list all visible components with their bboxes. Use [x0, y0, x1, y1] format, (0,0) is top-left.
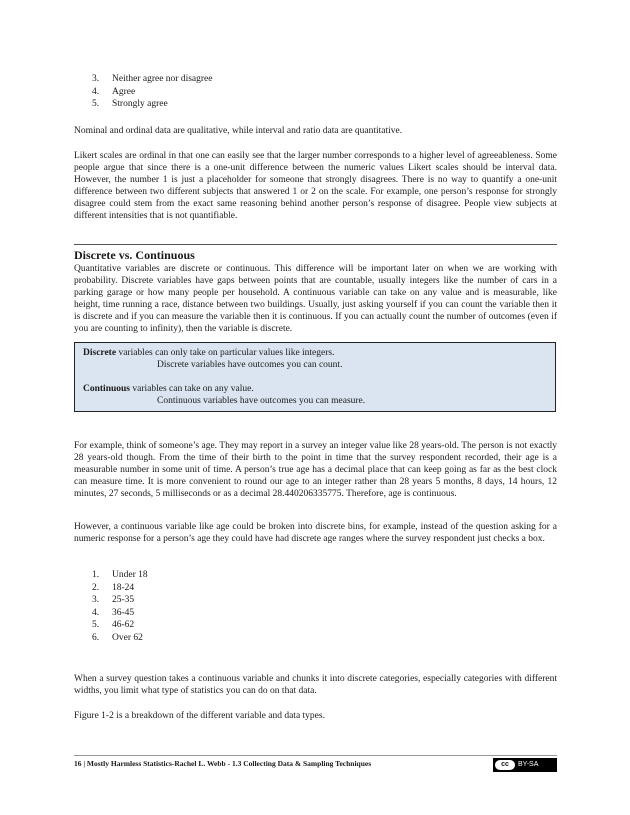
- list-item: 2. 18-24: [92, 582, 135, 593]
- section-heading: Discrete vs. Continuous: [74, 244, 557, 263]
- definition-box: [74, 342, 556, 412]
- paragraph-age: For example, think of someone’s age. They may report in a survey an integer value like 28 years-old. The person is not exactly 28 years-old though. From the time of their birth to the point in time that the survey respondent recorded, their age is a measurable number in some unit of time. A person’s true age has a decimal place that can keep going as far as the best clock can measure time. It is more convenient to round our age to an integer rather than 28 years 5 months, 8 days, 14 hours, 12 minutes, 27 seconds, 5 milliseconds or as a decimal 28.440206335775. Therefore, age is continuous.: [74, 441, 557, 499]
- continuous-definition: Continuous variables can take on any value.: [83, 384, 254, 394]
- list-item: 4. 36-45: [92, 607, 135, 618]
- paragraph-bins: However, a continuous variable like age could be broken into discrete bins, for example, instead of the question asking for a numeric response for a person’s age they could have had discrete age ranges where the survey respondent just checks a box.: [74, 522, 557, 544]
- paragraph-likert: Likert scales are ordinal in that one can easily see that the larger number corresponds to a higher level of agreeableness. Some people argue that since there is a one-unit difference between the numeric values Likert scales should be interval data. However, the number 1 is just a placeholder for someone that strongly disagrees. There is no way to quantify a one-unit difference between two different subjects that answered 1 or 2 on the scale. For example, one person’s response for strongly disagree could stem from the exact same reasoning behind another person’s response of disagree. People view subjects at different intensities that is not quantifiable.: [74, 151, 557, 221]
- continuous-subtext: Continuous variables have outcomes you can measure.: [157, 396, 366, 406]
- footer-text: 16 | Mostly Harmless Statistics-Rachel L. Webb - 1.3 Collecting Data & Sampling Techniques: [74, 759, 372, 768]
- list-item: 1. Under 18: [92, 570, 148, 580]
- list-item: 5. Strongly agree: [92, 99, 168, 110]
- cc-icon: cc: [495, 760, 515, 770]
- list-item: 3. Neither agree nor disagree: [92, 74, 213, 84]
- paragraph-quantitative: Quantitative variables are discrete or continuous. This difference will be important later on when we are working with probability. Discrete variables have gaps between points that are countable, usually integers like the number of cars in a parking garage or how many people per household. A continuous variable can take on any value and is measurable, like height, time running a race, distance between two buildings. Usually, just asking yourself if you can count the variable then it is discrete and if you can measure the variable then it is continuous. If you can actually count the number of outcomes (even if you are counting to infinity), then the variable is discrete.: [74, 264, 557, 334]
- paragraph-nominal: Nominal and ordinal data are qualitative, while interval and ratio data are quantitative.: [74, 126, 403, 136]
- list-item: 3. 25-35: [92, 595, 135, 606]
- page-footer: [74, 755, 557, 772]
- paragraph-survey: When a survey question takes a continuous variable and chunks it into discrete categories, especially categories with different widths, you limit what type of statistics you can do on that data.: [74, 674, 557, 696]
- list-item: 5. 46-62: [92, 620, 135, 631]
- age-list: [92, 569, 148, 645]
- license-label: BY-SA: [518, 761, 539, 768]
- list-item: 4. Agree: [92, 86, 136, 97]
- paragraph-figure: Figure 1-2 is a breakdown of the different variable and data types.: [74, 711, 325, 721]
- list-item: 6. Over 62: [92, 632, 143, 643]
- discrete-definition: Discrete variables can only take on particular values like integers.: [83, 348, 335, 358]
- discrete-subtext: Discrete variables have outcomes you can count.: [157, 360, 343, 370]
- likert-list: [92, 73, 213, 111]
- cc-license-badge: [493, 758, 557, 772]
